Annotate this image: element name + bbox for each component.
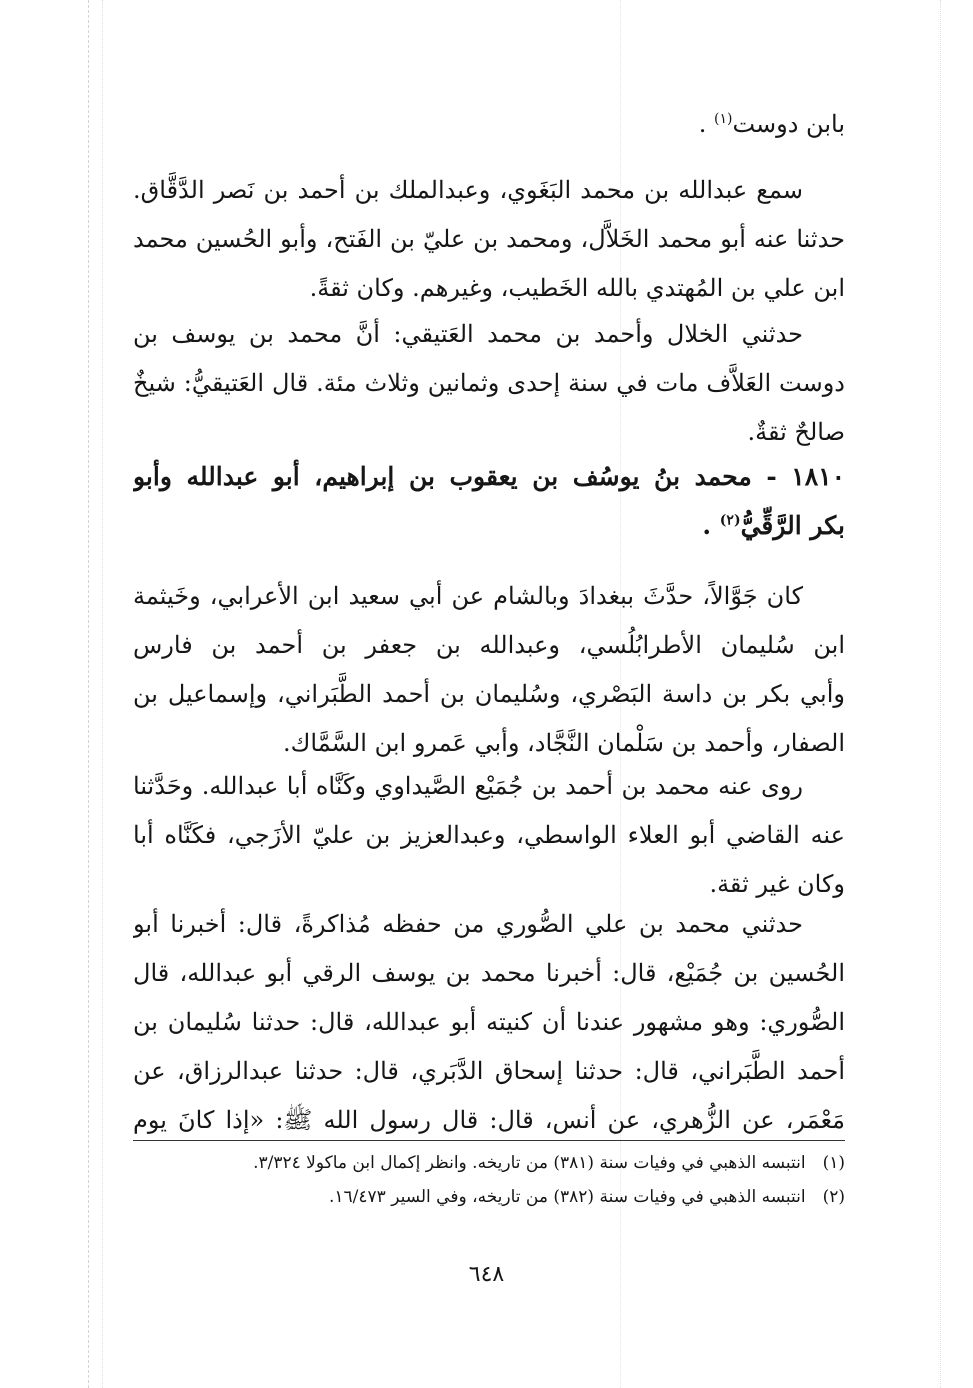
- footnote-ref: (١): [714, 111, 733, 127]
- scan-artifact-line: [102, 0, 103, 1388]
- text-line: ابن سُليمان الأطرابُلُسي، وعبدالله بن جعفر بن أحمد بن فارس: [133, 631, 845, 659]
- entry-heading: [133, 452, 845, 550]
- paragraph-2: [133, 310, 845, 457]
- paragraph-4: [133, 762, 845, 909]
- text-line: بابن دوست$^{(١)}$ .: [698, 110, 845, 138]
- text-line: صالحٌ ثقةٌ.: [747, 418, 845, 446]
- footnote-text: انتبسه الذهبي في وفيات سنة (٣٨١) من تاريخه. وانظر إكمال ابن ماكولا ٣/٣٢٤.: [253, 1153, 806, 1173]
- footnote-divider: [133, 1140, 845, 1141]
- text-line: حدثنا عنه أبو محمد الخَلاَّل، ومحمد بن عليّ بن الفَتح، وأبو الحُسين محمد: [133, 225, 845, 253]
- text-line: أحمد الطَّبَراني، قال: حدثنا إسحاق الدَّبَري، قال: حدثنا عبدالرزاق، عن: [133, 1057, 845, 1085]
- paragraph-1: [133, 166, 845, 313]
- entry-title-line: ١٨١٠ - محمد بنُ يوسُف بن يعقوب بن إبراهيم، أبو عبدالله وأبو: [133, 462, 845, 491]
- scan-artifact-line: [88, 0, 89, 1388]
- text-line: كان جَوَّالاً، حدَّثَ ببغدادَ وبالشام عن أبي سعيد ابن الأعرابي، وخَيثمة: [133, 582, 803, 610]
- text-line: وكان غير ثقة.: [709, 870, 845, 898]
- footnotes: [133, 1146, 845, 1214]
- text-line: وأبي بكر بن داسة البَصْري، وسُليمان بن أحمد الطَّبَراني، وإسماعيل بن: [133, 680, 845, 708]
- text-line: ابن علي بن المُهتدي بالله الخَطيب، وغيرهم. وكان ثقةً.: [309, 274, 845, 302]
- text-line: روى عنه محمد بن أحمد بن جُمَيْع الصَّيداوي وكَنَّاه أبا عبدالله. وحَدَّثنا: [133, 772, 803, 800]
- text-line: الصُّوري: وهو مشهور عندنا أن كنيته أبو عبدالله، قال: حدثنا سُليمان بن: [133, 1008, 845, 1036]
- footnote-number: (١): [822, 1153, 845, 1173]
- text-line: دوست العَلاَّف مات في سنة إحدى وثمانين وثلاث مئة. قال العَتيقيُّ: شيخٌ: [133, 369, 845, 397]
- footnote-ref: (٢): [719, 512, 741, 529]
- text-line: سمع عبدالله بن محمد البَغَوي، وعبدالملك بن أحمد بن نَصر الدَّقَّاق.: [133, 176, 804, 204]
- footnote-1: [133, 1146, 845, 1180]
- text-line: مَعْمَر، عن الزُّهري، عن أنس، قال: قال رسول الله ﷺ: «إذا كانَ يوم: [133, 1106, 845, 1134]
- footnote-number: (٢): [822, 1187, 845, 1207]
- footnote-2: [133, 1180, 845, 1214]
- entry-title-line: بكر الرَّقِّيُّ$^{(٢)}$ .: [702, 511, 845, 540]
- paragraph-5: [133, 900, 845, 1145]
- text-line: الحُسين بن جُمَيْع، قال: أخبرنا محمد بن يوسف الرقي أبو عبدالله، قال: [133, 959, 845, 987]
- footnote-text: انتبسه الذهبي في وفيات سنة (٣٨٢) من تاريخه، وفي السير ١٦/٤٧٣.: [329, 1187, 806, 1207]
- scan-artifact-line: [940, 0, 941, 1388]
- text-line: حدثني محمد بن علي الصُّوري من حفظه مُذاكرةً، قال: أخبرنا أبو: [133, 910, 803, 938]
- previous-entry-end: [133, 100, 845, 149]
- text-line: الصفار، وأحمد بن سَلْمان النَّجَّاد، وأبي عَمرو ابن السَّمَّاك.: [282, 729, 845, 757]
- text-line: عنه القاضي أبو العلاء الواسطي، وعبدالعزيز بن عليّ الأزَجي، فكَنَّاه أبا: [133, 821, 845, 849]
- page-number: ٦٤٨: [468, 1262, 505, 1287]
- paragraph-3: [133, 572, 845, 768]
- text-line: حدثني الخلال وأحمد بن محمد العَتيقي: أنَّ محمد بن يوسف بن: [133, 320, 803, 348]
